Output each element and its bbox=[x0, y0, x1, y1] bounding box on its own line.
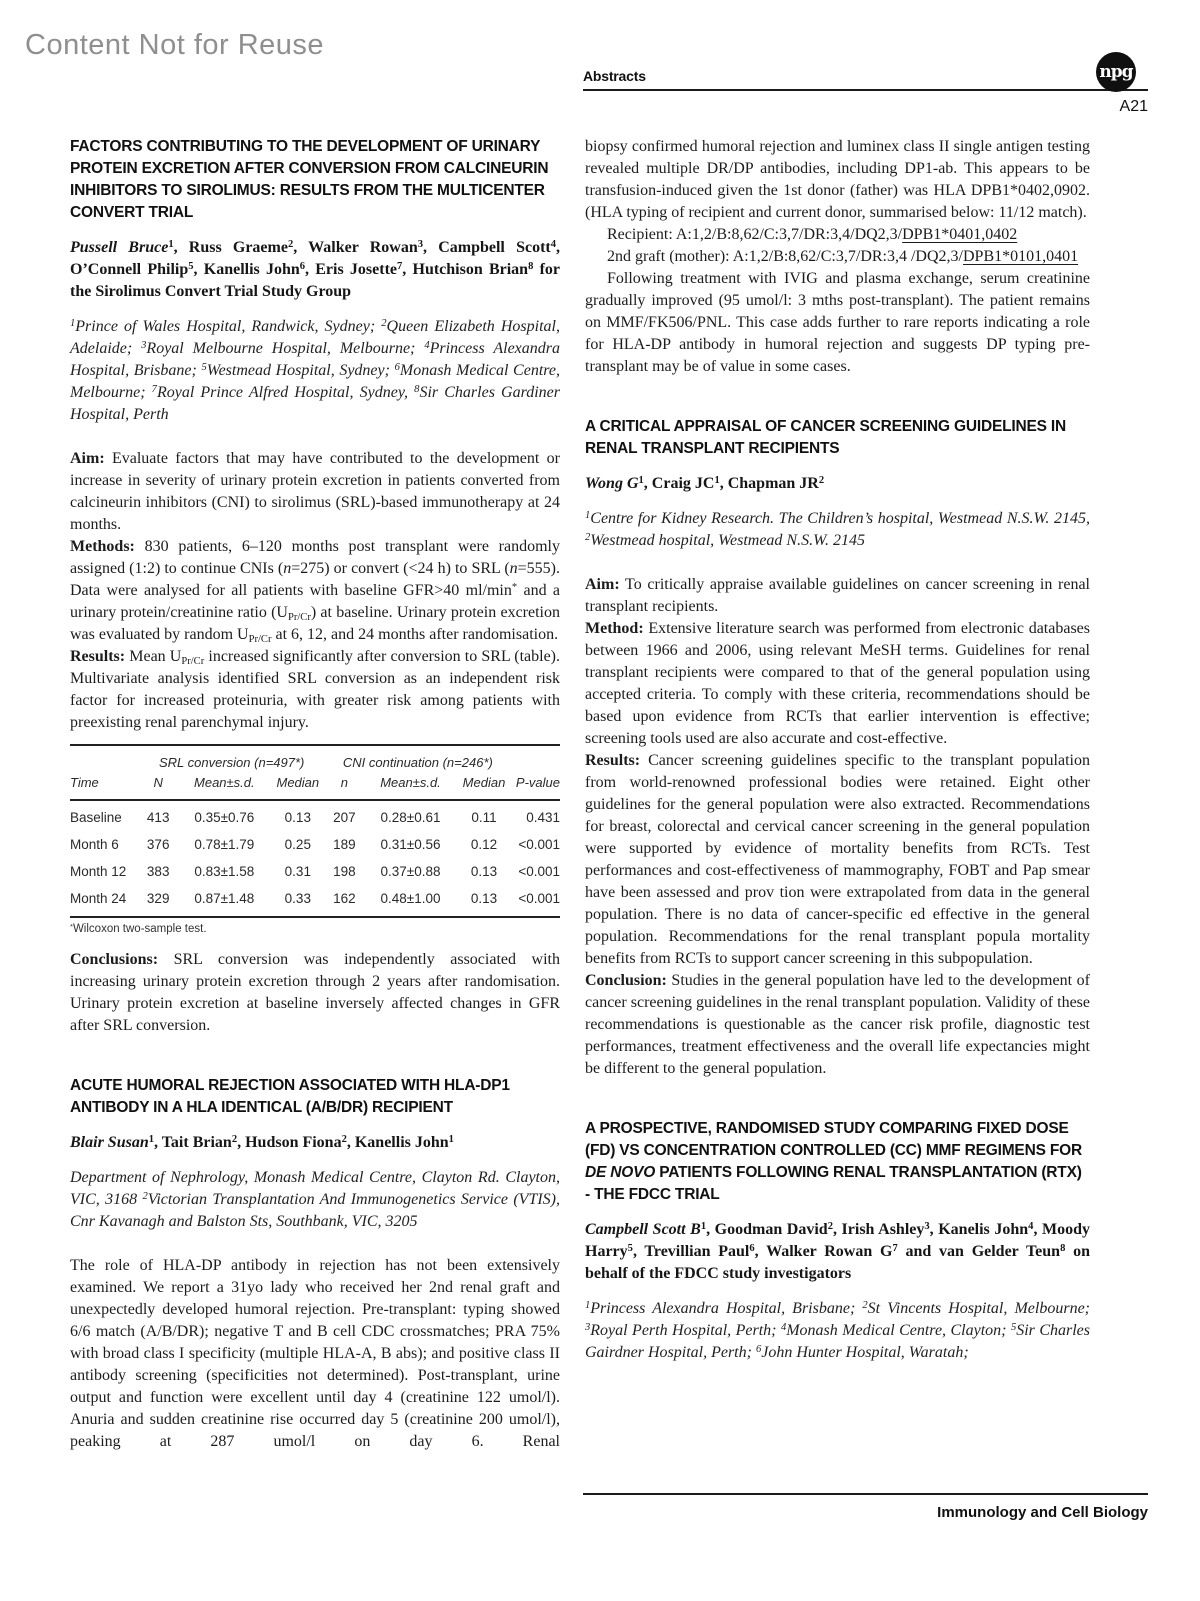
table-cell: 0.48±1.00 bbox=[380, 891, 441, 906]
table-cell: 0.431 bbox=[526, 810, 560, 825]
npg-logo-text: npg bbox=[1099, 62, 1133, 82]
column-header: Median bbox=[462, 775, 506, 790]
table-cell: 0.31±0.56 bbox=[380, 837, 441, 852]
method-paragraph: Method: Extensive literature search was performed from electronic databases between 1966 and 2006, using relevant MeSH terms. Guidelines for renal transplant recipients were compared to that of the general population using accepted criteria. To comply with these criteria, recommendations should be based upon evidence from RCTs that earlier intervention is effective; screening tools used are also accurate and cost-effective. bbox=[585, 620, 1090, 747]
author-list: Campbell Scott $B^1$, Goodman David$^2$, Irish Ashley$^3$, Kanelis John$^4$, Moody Harry$^5$, Trevillian Paul$^6$, Walker Rowan $G^7$ and van Gelder Teun$^8$ on behalf of the FDCC study investigators bbox=[585, 1221, 1091, 1282]
journal-name: Immunology and Cell Biology bbox=[937, 1504, 1148, 1521]
table-cell: 0.35±0.76 bbox=[194, 810, 255, 825]
abstract-hla-continued bbox=[585, 136, 1090, 378]
body-paragraph: The role of HLA-DP antibody in rejection has not been extensively examined. We report a 31yo lady who received her 2nd renal graft and unexpectedly developed humoral rejection. Pre-transplant: typing showed 6/6 match (A/B/DR); negative T and B cell CDC crossmatches; PRA 75% with broad class I specificity (multiple HLA-A, B abs); and positive class II antibody screening (specificities not determined). Post-transplant, urine output and function were excellent until day 4 (creatinine 122 umol/l). Anuria and sudden creatinine rise occurred day 5 (creatinine 200 umol/l), peaking at 287 umol/l on day 6. Renal bbox=[70, 1257, 560, 1450]
author-list: Pussell Bruce$^1$, Russ Graeme$^2$, Walker Rowan$^3$, Campbell Scott$^4$, O’Connell Philip$^5$, Kanellis John$^6$, Eris Josette$^7$, Hutchison Brian$^8$ for the Sirolimus Convert Trial Study Group bbox=[70, 239, 561, 300]
table-row bbox=[70, 886, 560, 918]
column-header: n bbox=[340, 775, 348, 790]
table-column-header-row bbox=[70, 773, 560, 800]
table-cell: 0.11 bbox=[471, 810, 497, 825]
table-cell: Month 12 bbox=[70, 864, 127, 879]
conclusion-paragraph: Conclusion: Studies in the general population have led to the development of cancer screening guidelines in the renal transplant population. Validity of these recommendations is questionable as the cancer risk profile, diagnostic test performances, treatment effectiveness and the overall life expectancies might be different to the general population. bbox=[585, 972, 1090, 1077]
affiliations: $^1$Centre for Kidney Research. The Children’s hospital, Westmead N.S.W. 2145, $^2$Westmead hospital, Westmead N.S.W. 2145 bbox=[585, 510, 1090, 549]
results-table bbox=[70, 744, 560, 918]
results-table-body bbox=[70, 800, 560, 917]
aim-paragraph: Aim: To critically appraise available guidelines on cancer screening in renal transplant recipients. bbox=[585, 576, 1090, 615]
table-cell: 413 bbox=[146, 810, 170, 825]
recipient-typing-line: Recipient: A:1,2/B:8,62/C:3,7/DR:3,4/DQ2,3/DPB1*0401,0402 bbox=[607, 226, 1018, 243]
table-cell: 0.87±1.48 bbox=[194, 891, 255, 906]
right-column bbox=[585, 136, 1090, 1386]
affiliations: $^1$Princess Alexandra Hospital, Brisbane; $^2$St Vincents Hospital, Melbourne; $^3$Royal Perth Hospital, Perth; $^4$Monash Medical Centre, Clayton; $^5$Sir Charles Gairdner Hospital, Perth; $^6$John Hunter Hospital, Waratah; bbox=[585, 1300, 1091, 1361]
table-cell: <0.001 bbox=[518, 864, 560, 879]
abstract-title: FACTORS CONTRIBUTING TO THE DEVELOPMENT OF URINARY PROTEIN EXCRETION AFTER CONVERSION FROM CALCINEURIN INHIBITORS TO SIROLIMUS: RESULTS FROM THE MULTICENTER CONVERT TRIAL bbox=[70, 138, 549, 221]
table-footnote: *Wilcoxon two-sample test. bbox=[70, 921, 207, 935]
table-cell: 0.37±0.88 bbox=[380, 864, 441, 879]
column-header: Time bbox=[70, 775, 99, 790]
methods-paragraph: Methods: 830 patients, 6–120 months post transplant were randomly assigned (1:2) to continue CNIs (n=275) or convert (<24 h) to SRL (n=555). Data were analysed for all patients with baseline GFR>40 ml/min* and a urinary protein/creatinine ratio $(U_{Pr/Cr})$ at baseline. Urinary protein excretion was evaluated by random $U_{Pr/Cr}$ at 6, 12, and 24 months after randomisation. bbox=[70, 538, 561, 645]
table-cell bbox=[511, 745, 560, 773]
affiliations: Department of Nephrology, Monash Medical Centre, Clayton Rd. Clayton, VIC, 3168 $^2$Victorian Transplantation And Immunogenetics Service (VTIS), Cnr Kavanagh and Balston Sts, Southbank, VIC, 3205 bbox=[70, 1169, 560, 1230]
conclusions-paragraph: Conclusions: SRL conversion was independently associated with increasing urinary protein excretion through 2 years after randomisation. Urinary protein excretion at baseline inversely affected changes in GFR after SRL conversion. bbox=[70, 951, 560, 1034]
srl-group-header: SRL conversion (n=497*) bbox=[158, 755, 305, 770]
results-paragraph: Results: Mean $U_{Pr/Cr}$ increased significantly after conversion to SRL (table). Multivariate analysis identified SRL conversion as an independent risk factor for increased proteinuria, with greater risk among patients with preexisting renal parenchymal injury. bbox=[70, 648, 561, 731]
column-header: Mean±s.d. bbox=[194, 775, 255, 790]
abstract-title: A CRITICAL APPRAISAL OF CANCER SCREENING GUIDELINES IN RENAL TRANSPLANT RECIPIENTS bbox=[585, 418, 1066, 457]
table-row bbox=[70, 859, 560, 886]
column-header: Mean±s.d. bbox=[380, 775, 441, 790]
table-cell: 162 bbox=[333, 891, 356, 906]
table-cell: 0.13 bbox=[470, 891, 498, 906]
table-cell: 0.25 bbox=[284, 837, 311, 852]
table-cell: 189 bbox=[333, 837, 356, 852]
table-cell: Baseline bbox=[70, 810, 122, 825]
content-not-for-reuse-watermark: Content Not for Reuse bbox=[25, 29, 325, 61]
table-cell: 0.12 bbox=[470, 837, 498, 852]
table-cell: 0.28±0.61 bbox=[380, 810, 441, 825]
abstract-convert bbox=[70, 136, 560, 1037]
table-row bbox=[70, 832, 560, 859]
aim-paragraph: Aim: Evaluate factors that may have contributed to the development or increase in severity of urinary protein excretion in patients converted from calcineurin inhibitors (CNI) to sirolimus (SRL)-based immunotherapy at 24 months. bbox=[70, 450, 560, 533]
author-list: Blair Susan$^1$, Tait Brian$^2$, Hudson Fiona$^2$, Kanellis John$^1$ bbox=[70, 1134, 454, 1151]
table-cell: 383 bbox=[146, 864, 170, 879]
graft-typing-line: 2nd graft (mother): A:1,2/B:8,62/C:3,7/DR:3,4 /DQ2,3/DPB1*0101,0401 bbox=[607, 248, 1079, 265]
table-cell: <0.001 bbox=[518, 837, 560, 852]
affiliations: $^1$Prince of Wales Hospital, Randwick, Sydney; $^2$Queen Elizabeth Hospital, Adelaide; $^3$Royal Melbourne Hospital, Melbourne; $^4$Princess Alexandra Hospital, Brisbane; $^5$Westmead Hospital, Sydney; $^6$Monash Medical Centre, Melbourne; $^7$Royal Prince Alfred Hospital, Sydney, $^8$Sir Charles Gardiner Hospital, Perth bbox=[70, 318, 561, 423]
abstract-hla bbox=[70, 1075, 560, 1453]
header-rule bbox=[583, 89, 1148, 91]
cni-group-header: CNI continuation (n=246*) bbox=[342, 755, 493, 770]
left-column bbox=[70, 136, 560, 1453]
table-group-header-row bbox=[70, 745, 560, 773]
page-number: A21 bbox=[1119, 98, 1148, 115]
table-cell: 0.13 bbox=[470, 864, 498, 879]
body-paragraph: biopsy confirmed humoral rejection and luminex class II single antigen testing revealed multiple DR/DP antibodies, including DP1-ab. This appears to be transfusion-induced given the 1st donor (father) was HLA DPB1*0402,0902. (HLA typing of recipient and current donor, summarised below: 11/12 match). bbox=[585, 138, 1090, 221]
table-cell: 0.33 bbox=[284, 891, 311, 906]
abstract-title: A PROSPECTIVE, RANDOMISED STUDY COMPARING FIXED DOSE (FD) VS CONCENTRATION CONTROLLED (CC) MMF REGIMENS FOR DE NOVO PATIENTS FOLLOWING RENAL TRANSPLANTATION (RTX) - THE FDCC TRIAL bbox=[585, 1120, 1082, 1203]
table-cell: 0.13 bbox=[284, 810, 311, 825]
abstract-cancer-screening bbox=[585, 416, 1090, 1080]
npg-logo bbox=[1096, 52, 1136, 92]
results-table-head bbox=[70, 745, 560, 800]
section-label: Abstracts bbox=[583, 68, 646, 84]
table-cell bbox=[70, 745, 139, 773]
table-cell: Month 24 bbox=[70, 891, 127, 906]
table-cell: <0.001 bbox=[518, 891, 560, 906]
page-footer bbox=[583, 1493, 1148, 1521]
table-cell: 207 bbox=[333, 810, 356, 825]
table-cell: 0.31 bbox=[284, 864, 311, 879]
table-cell: 0.78±1.79 bbox=[194, 837, 255, 852]
table-cell: 0.83±1.58 bbox=[194, 864, 255, 879]
table-cell: Month 6 bbox=[70, 837, 119, 852]
abstract-title: ACUTE HUMORAL REJECTION ASSOCIATED WITH HLA-DP1 ANTIBODY IN A HLA IDENTICAL (A/B/DR) RECIPIENT bbox=[70, 1077, 510, 1116]
table-row bbox=[70, 800, 560, 832]
table-cell: 376 bbox=[146, 837, 170, 852]
followup-paragraph: Following treatment with IVIG and plasma exchange, serum creatinine gradually improved (95 umol/l: 3 mths post-transplant). The patient remains on MMF/FK506/PNL. This case adds further to rare reports indicating a role for HLA-DP antibody in humoral rejection and suggests DP typing pre-transplant may be of value in some cases. bbox=[585, 270, 1090, 375]
column-header: P-value bbox=[515, 775, 560, 790]
column-header: N bbox=[153, 775, 163, 790]
author-list: Wong $G^1$, Craig $JC^1$, Chapman $JR^2$ bbox=[585, 475, 825, 492]
column-header: Median bbox=[276, 775, 320, 790]
table-cell: 329 bbox=[146, 891, 170, 906]
results-paragraph: Results: Cancer screening guidelines specific to the transplant population from world-renowned professional bodies were retained. Eight other guidelines for the general population were also extracted. Recommendations for breast, colorectal and cervical cancer screening in the general population were supported by evidence of mortality benefits from RCTs. Test performances and cost-effectiveness of mammography, FOBT and Pap smear have been assessed and prov tion were extrapolated from data in the general population. There is no data of cancer-specific ed effective in the general population. Recommendations for the renal transplant popula mortality benefits from RCTs to support cancer screening in this subpopulation. bbox=[585, 752, 1090, 967]
abstract-fdcc bbox=[585, 1118, 1090, 1364]
table-cell: 198 bbox=[333, 864, 356, 879]
